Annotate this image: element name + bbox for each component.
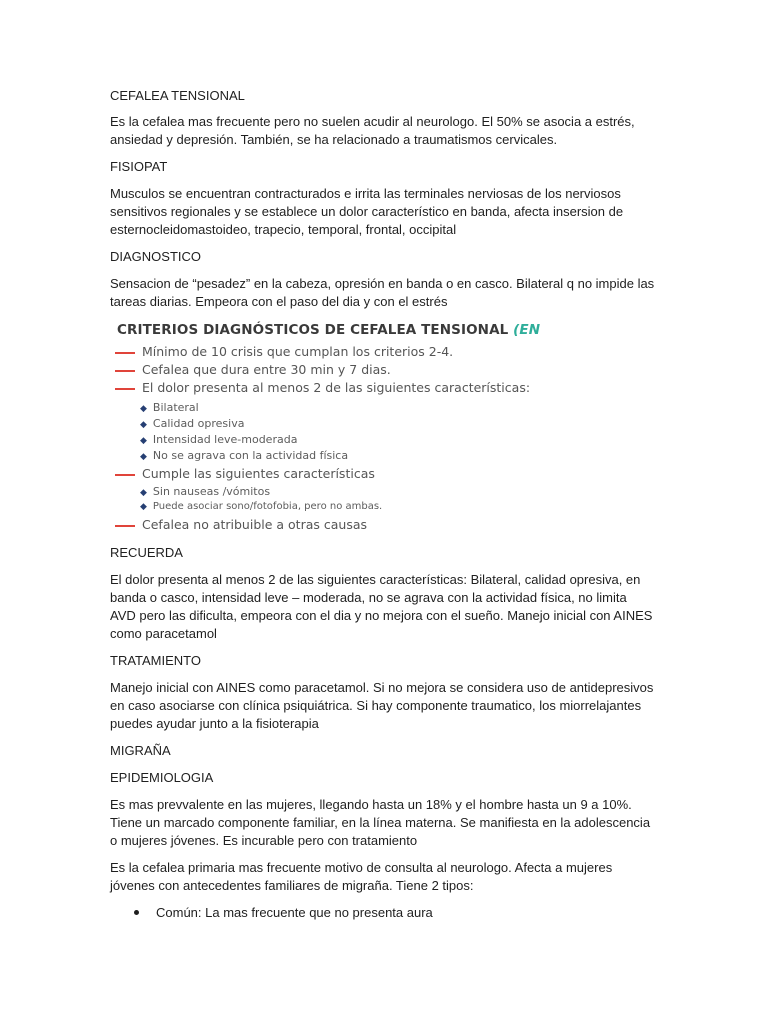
criterion-subitem: ◆ Bilateral <box>140 401 199 414</box>
heading-diagnostico: DIAGNOSTICO <box>110 249 202 264</box>
criterion-subitem: ◆ Puede asociar sono/fotofobia, pero no ambas. <box>140 501 383 512</box>
diamond-bullet-icon: ◆ <box>140 420 147 430</box>
criterion-item: Mínimo de 10 crisis que cumplan los criterios 2-4. <box>115 344 453 359</box>
paragraph-diagnostico: Sensacion de “pesadez” en la cabeza, opresión en banda o en casco. Bilateral q no impide las tareas diarias. Empeora con el paso del dia y con el estrés <box>110 276 655 309</box>
paragraph-cefalea-intro: Es la cefalea mas frecuente pero no suelen acudir al neurologo. El 50% se asocia a estrés, ansiedad y depresión. También, se ha relacionado a traumatismos cervicales. <box>110 114 635 147</box>
heading-cefalea-tensional: CEFALEA TENSIONAL <box>110 88 245 103</box>
criterion-subitem: ◆ Sin nauseas /vómitos <box>140 485 271 498</box>
paragraph-migrana-tipos: Es la cefalea primaria mas frecuente motivo de consulta al neurologo. Afecta a mujeres jóvenes con antecedentes familiares de migraña. Tiene 2 tipos: <box>110 860 613 893</box>
criteria-figure <box>112 318 541 536</box>
dash-icon <box>115 388 135 390</box>
heading-recuerda: RECUERDA <box>110 545 183 560</box>
paragraph-recuerda: El dolor presenta al menos 2 de las siguientes características: Bilateral, calidad opresiva, en banda o casco, intensidad leve – moderada, no se agrava con la actividad física, no limita AVD pero las dificulta, empeora con el dia y no mejora con el sueño. Manejo inicial con AINES como paracetamol <box>110 572 653 641</box>
bullet-dot-icon <box>134 910 139 915</box>
criterion-subitem: ◆ No se agrava con la actividad física <box>140 449 349 462</box>
criterion-subitem: ◆ Intensidad leve-moderada <box>140 433 298 446</box>
criterion-item: El dolor presenta al menos 2 de las siguientes características: <box>115 380 530 395</box>
dash-icon <box>115 352 135 354</box>
diamond-bullet-icon: ◆ <box>140 452 147 462</box>
heading-fisiopat: FISIOPAT <box>110 159 168 174</box>
figure-title: CRITERIOS DIAGNÓSTICOS DE CEFALEA TENSIONAL (EN <box>117 322 541 338</box>
heading-migrana: MIGRAÑA <box>110 743 171 758</box>
paragraph-tratamiento: Manejo inicial con AINES como paracetamol. Si no mejora se considera uso de antidepresivos en caso asociarse con clínica psiquiátrica. Si hay componente traumatico, los miorrelajantes puedes ayudar junto a la fisioterapia <box>110 680 654 731</box>
heading-tratamiento: TRATAMIENTO <box>110 653 201 668</box>
figure-title-accent: (EN <box>513 322 541 338</box>
dash-icon <box>115 370 135 372</box>
dash-icon <box>115 474 135 476</box>
criterion-subitem: ◆ Calidad opresiva <box>140 417 245 430</box>
diamond-bullet-icon: ◆ <box>140 436 147 446</box>
paragraph-epidemiologia: Es mas prevvalente en las mujeres, llegando hasta un 18% y el hombre hasta un 9 a 10%. Tiene un marcado componente familiar, en la línea materna. Se manifiesta en la adolescencia o mujeres jóvenes. Es incurable pero con tratamiento <box>110 797 651 848</box>
criterion-item: Cefalea que dura entre 30 min y 7 dias. <box>115 362 391 377</box>
paragraph-fisiopat: Musculos se encuentran contracturados e irrita las terminales nerviosas de los nerviosos sensitivos regionales y se establece un dolor característico en banda, afecta insersion de esternocleidomastoideo, trapecio, temporal, frontal, occipital <box>110 186 624 237</box>
criterion-item: Cumple las siguientes características <box>115 466 375 481</box>
diamond-bullet-icon: ◆ <box>140 404 147 414</box>
dash-icon <box>115 525 135 527</box>
diamond-bullet-icon: ◆ <box>140 488 147 498</box>
heading-epidemiologia: EPIDEMIOLOGIA <box>110 770 214 785</box>
diamond-bullet-icon: ◆ <box>140 502 147 512</box>
criterion-item: Cefalea no atribuible a otras causas <box>115 517 367 532</box>
list-item: Común: La mas frecuente que no presenta aura <box>156 905 433 920</box>
